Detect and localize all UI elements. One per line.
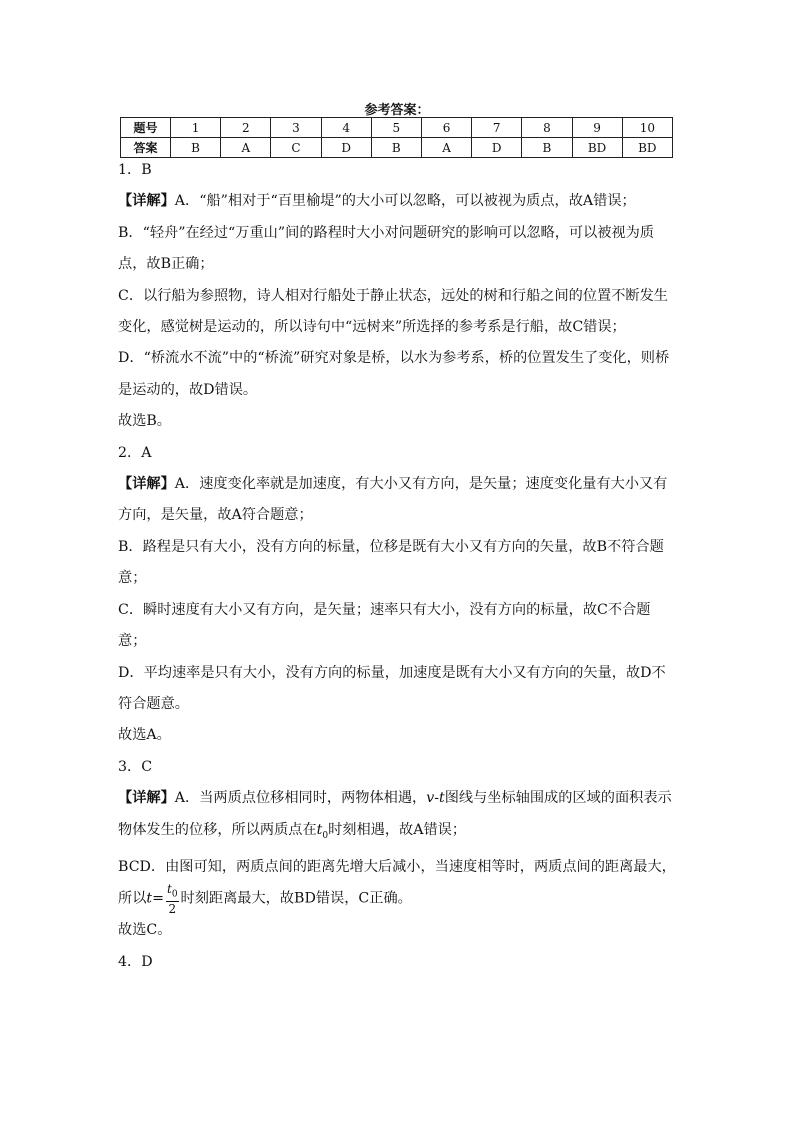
table-cell: 6 xyxy=(421,118,471,138)
table-row-numbers xyxy=(121,118,673,138)
q3-a-mid: 图线与坐标轴围成的区域的面积表示物体发生的位移，所以两质点在 xyxy=(118,790,672,838)
q4-heading: 4．D xyxy=(118,953,153,970)
dash: - xyxy=(434,790,440,807)
q3-option-a xyxy=(118,783,678,852)
table-cell: A xyxy=(221,138,271,158)
q3-a-post: 时刻相遇，故A错误； xyxy=(328,821,467,838)
q2-option-c: C．瞬时速度有大小又有方向，是矢量；速率只有大小，没有方向的标量，故C不合题意； xyxy=(118,601,651,650)
fraction-t0-over-2 xyxy=(166,883,179,914)
fraction-denominator: 2 xyxy=(168,901,177,916)
detail-tag: 【详解】 xyxy=(118,193,175,210)
q3-heading: 3．C xyxy=(118,758,153,775)
var-t: t xyxy=(146,890,153,907)
table-cell: B xyxy=(522,138,572,158)
q1-conclusion: 故选B。 xyxy=(118,413,171,430)
q1-option-b: B．“轻舟”在经过“万重山”间的路程时大小对问题研究的影响可以忽略，可以被视为质点，故B正确； xyxy=(118,224,655,273)
var-v: v xyxy=(426,790,435,807)
q3-conclusion: 故选C。 xyxy=(118,922,172,939)
q1-option-a xyxy=(118,186,678,217)
table-cell: D xyxy=(472,138,522,158)
q1-option-d: D．“桥流水不流”中的“桥流”研究对象是桥，以水为参考系，桥的位置发生了变化，则桥是运动的，故D错误。 xyxy=(118,350,670,398)
q1-heading: 1．B xyxy=(118,162,152,178)
fraction-numerator xyxy=(166,883,179,901)
table-cell: 7 xyxy=(472,118,522,138)
subscript-0: 0 xyxy=(322,830,329,841)
detail-tag: 【详解】 xyxy=(118,790,175,807)
solutions xyxy=(118,155,678,978)
q2-option-d: D．平均速率是只有大小，没有方向的标量，加速度是既有大小又有方向的矢量，故D不符合题意。 xyxy=(118,664,666,712)
row-label-answer: 答案 xyxy=(121,138,171,158)
page-title: 参考答案： xyxy=(364,103,430,118)
table-cell: 5 xyxy=(371,118,421,138)
q3-bcd2-post: 时刻距离最大，故BD错误，C正确。 xyxy=(180,890,412,907)
table-cell: 1 xyxy=(171,118,221,138)
var-t: t xyxy=(166,882,172,897)
q2-conclusion: 故选A。 xyxy=(118,727,171,744)
table-cell: B xyxy=(371,138,421,158)
table-cell: BD xyxy=(622,138,672,158)
q2-option-a-text: A．速度变化率就是加速度，有大小又有方向，是矢量；速度变化量有大小又有方向，是矢量，故A符合题意； xyxy=(118,476,668,524)
table-cell: C xyxy=(271,138,321,158)
subscript-0: 0 xyxy=(171,889,178,900)
q3-bcd2-pre: 所以 xyxy=(118,890,147,907)
q1-option-c: C．以行船为参照物，诗人相对行船处于静止状态，远处的树和行船之间的位置不断发生变化，感觉树是运动的，所以诗句中“远树来”所选择的参考系是行船，故C错误； xyxy=(118,287,668,336)
table-cell: A xyxy=(421,138,471,158)
q3-a-pre: A．当两质点位移相同时，两物体相遇， xyxy=(174,790,427,807)
table-cell: B xyxy=(171,138,221,158)
table-cell: 4 xyxy=(321,118,371,138)
var-t0: t xyxy=(316,821,323,838)
q3-option-bcd: BCD．由图可知，两质点间的距离先增大后减小，当速度相等时，两质点间的距离最大， xyxy=(118,858,676,875)
table-cell: D xyxy=(321,138,371,158)
table-cell: BD xyxy=(572,138,622,158)
table-cell: 3 xyxy=(271,118,321,138)
row-label-number: 题号 xyxy=(121,118,171,138)
table-cell: 2 xyxy=(221,118,271,138)
table-cell: 8 xyxy=(522,118,572,138)
var-t: t xyxy=(439,790,445,807)
table-cell: 10 xyxy=(622,118,672,138)
equals: = xyxy=(152,890,164,907)
table-cell: 9 xyxy=(572,118,622,138)
q2-heading: 2．A xyxy=(118,444,152,461)
detail-tag: 【详解】 xyxy=(118,476,175,493)
q2-option-a xyxy=(118,469,678,532)
q3-option-bcd-cont xyxy=(118,883,678,915)
q1-option-a-text: A．“船”相对于“百里榆堤”的大小可以忽略，可以被视为质点，故A错误； xyxy=(174,193,636,210)
q2-option-b: B．路程是只有大小，没有方向的标量，位移是既有大小又有方向的矢量，故B不符合题意； xyxy=(118,538,664,587)
answer-table xyxy=(120,117,673,158)
